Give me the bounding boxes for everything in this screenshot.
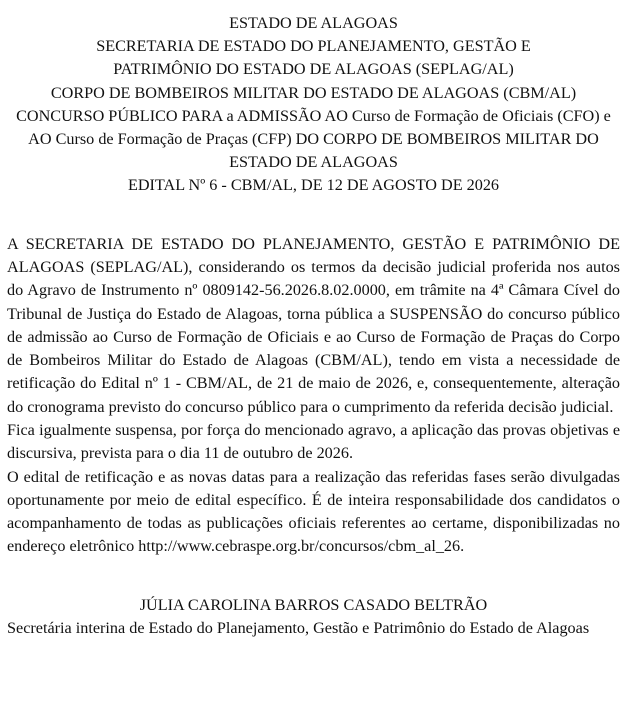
document-header bbox=[7, 12, 620, 198]
header-edital-number: EDITAL Nº 6 - CBM/AL, DE 12 DE AGOSTO DE 2026 bbox=[127, 176, 500, 195]
header-contest-title: CONCURSO PÚBLICO PARA a ADMISSÃO AO Curso de Formação de Oficiais (CFO) e AO Curso de Formação de Praças (CFP) DO CORPO DE BOMBEIROS MILITAR DO ESTADO DE ALAGOAS bbox=[16, 106, 611, 172]
document-body bbox=[7, 233, 620, 559]
header-secretariat: SECRETARIA DE ESTADO DO PLANEJAMENTO, GESTÃO E PATRIMÔNIO DO ESTADO DE ALAGOAS (SEPLAG/AL) bbox=[96, 37, 531, 79]
body-paragraph-rectification: O edital de retificação e as novas datas para a realização das referidas fases serão divulgadas oportunamente por meio de edital específico. É de inteira responsabilidade dos candidatos o acompanhamento de todas as publicações oficiais referentes ao certame, disponibilizadas no endereço eletrônico http://www.cebraspe.org.br/concursos/cbm_al_26. bbox=[7, 467, 620, 556]
header-fire-department: CORPO DE BOMBEIROS MILITAR DO ESTADO DE ALAGOAS (CBM/AL) bbox=[50, 83, 577, 102]
body-paragraph-exams-suspended: Fica igualmente suspensa, por força do mencionado agravo, a aplicação das provas objetivas e discursiva, prevista para o dia 11 de outubro de 2026. bbox=[7, 421, 620, 463]
body-paragraph-suspension: A SECRETARIA DE ESTADO DO PLANEJAMENTO, GESTÃO E PATRIMÔNIO DE ALAGOAS (SEPLAG/AL), considerando os termos da decisão judicial proferida nos autos do Agravo de Instrumento nº 0809142-56.2026.8.02.0000, em trâmite na 4ª Câmara Cível do Tribunal de Justiça do Estado de Alagoas, torna pública a SUSPENSÃO do concurso público de admissão ao Curso de Formação de Oficiais e ao Curso de Formação de Praças do Corpo de Bombeiros Militar do Estado de Alagoas (CBM/AL), tendo em vista a necessidade de retificação do Edital nº 1 - CBM/AL, de 21 de maio de 2026, e, consequentemente, alteração do cronograma previsto do concurso público para o cumprimento da referida decisão judicial. bbox=[7, 234, 620, 416]
header-state: ESTADO DE ALAGOAS bbox=[229, 14, 398, 32]
signatory-name: JÚLIA CAROLINA BARROS CASADO BELTRÃO bbox=[139, 595, 488, 614]
signature-block bbox=[7, 594, 620, 641]
signatory-role: Secretária interina de Estado do Planejamento, Gestão e Patrimônio do Estado de Alagoas bbox=[7, 619, 590, 638]
